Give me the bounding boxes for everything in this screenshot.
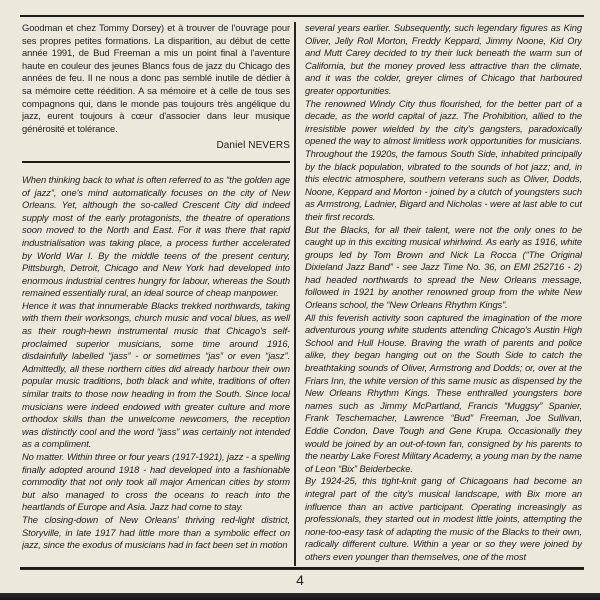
english-paragraph-3: No matter. Within three or four years (1917-1921), jazz - a spelling finally adopted around 1918 - had developed into a fashionable commodity that not only took all major American cities by storm but also managed to cross the oceans to reach into the heartlands of Europe and Asia. Jazz had come to stay.: [22, 451, 290, 513]
french-closing-paragraph: Goodman et chez Tommy Dorsey) et à trouver de l'ouvrage pour ses propres petites formations. La disparition, au début de cette année 1991, de Bud Freeman a mis un point final à l'aventure haute en couleur des jeunes Blancs fous de jazz du Chicago des années de feu. Il ne nous a donc pas semblé inutile de dédier à sa mémoire cette réédition. A sa mémoire et à celle de tous ses compagnons qui, dans le monde pas toujours très angélique du jazz, eurent toujours à cœur d'associer dans leur musique générosité et tolérance.: [22, 22, 290, 134]
column-divider-rule: [294, 22, 296, 566]
page-number: 4: [296, 572, 304, 588]
english-paragraph-5: several years earlier. Subsequently, such legendary figures as King Oliver, Jelly Roll Morton, Freddy Keppard, Jimmy Noone, Kid Ory and Mutt Carey decided to try their luck beneath the warm sun of California, but the money proved less attractive than the climate, and it was the colder, greyer climes of Chicago that harboured greater opportunities.: [305, 22, 582, 96]
left-column: [22, 22, 290, 566]
author-byline: Daniel NEVERS: [216, 140, 290, 152]
english-paragraph-7: But the Blacks, for all their talent, were not the only ones to be caught up in this exciting musical whirlwind. As early as 1916, white groups led by Tom Brown and Nick La Rocca (“The Original Dixieland Jazz Band” - see Jazz Time No. 36, on EMI 252716 - 2) had headed northwards to spread the New Orleans message, followed in 1921 by another renowned group from the white New Orleans school, the “New Orleans Rhythm Kings”.: [305, 223, 582, 311]
english-paragraph-9: By 1924-25, this tight-knit gang of Chicagoans had become an integral part of the city's musical landscape, with Bix more an influence than an active participant. Operating increasingly as professionals, they started out in modest little joints, attempting the none-too-easy task of adapting the music of the Blacks to their own, radically different culture. Within a year or so they were joined by others even younger than themselves, one of the most: [305, 475, 582, 562]
scan-edge-band: [0, 593, 600, 600]
bottom-rule: [20, 567, 584, 570]
top-rule: [20, 15, 584, 17]
byline-divider-rule: [22, 161, 290, 163]
text-columns: [22, 22, 582, 566]
english-paragraph-2: Hence it was that innumerable Blacks trekked northwards, taking with them their worksongs, church music and vocal blues, as well as their rough-hewn instrumental music that Chicago's self-proclaimed superior musicians, some time around 1916, disdainfully labelled “jass” - or sometimes “jas” or even “jasz”. Admittedly, all these northern cities did already harbour their own popular music traditions, both black and white, traditions of often similar traits to those now heading in from the South. Since local musicians were indeed endowed with greater culture and more orthodox skills than the unwelcome newcomers, the reception was distinctly cool and the word “jass” was certainly not intended as a compliment.: [22, 299, 290, 450]
right-column: [305, 22, 582, 566]
english-paragraph-6: The renowned Windy City thus flourished, for the better part of a decade, as the world capital of jazz. The Prohibition, allied to the irresistible power wielded by the city's gangsters, paradoxically opened the way to almost limitless work opportunities for musicians. Throughout the 1920s, the famous South Side, inhabited principally by the black population, vibrated to the sounds of hot jazz; and, in this electric atmosphere, southern veterans such as Oliver, Dodds, Noone, Keppard and Morton - joined by a clutch of youngsters such as Armstrong, Ladnier, Bigard and Nicholas - were at last able to cut their first records.: [305, 97, 582, 222]
english-paragraph-1: When thinking back to what is often referred to as “the golden age of jazz”, one's mind automatically focuses on the city of New Orleans. Yet, although the so-called Crescent City did indeed supply most of the early protagonists, the theatre of operations soon moved to the North and East. For it was there that rapid industrialisation was taking place, a process further accelerated by World War I. By the middle teens of the present century, Pittsburgh, Detroit, Chicago and New York had developed into enormous industrial centres hungry for labour, whereas the South remained essentially rural, an ideal source of cheap manpower.: [22, 173, 290, 299]
english-paragraph-8: All this feverish activity soon captured the imagination of the more adventurous young white students attending Chicago's Austin High School and Hull House. Braving the wrath of parents and police alike, they began hanging out on the South Side to catch the breathtaking sounds of Oliver, Armstrong and Dodds; or, over at the Friars Inn, the white version of this same music as dispensed by the New Orleans Rhythm Kings. These enthralled youngsters bore names such as Jimmy McPartland, Francis “Muggsy” Spanier, Frank Teschemacher, Lawrence “Bud” Freeman, Joe Sullivan, Eddie Condon, Dave Tough and Gene Krupa. Occasionally they would be joined by an out-of-town fan, consigned by his parents to the nearby Lake Forest Military Academy, a young man by the name of Leon “Bix” Beiderbecke.: [305, 311, 582, 474]
english-paragraph-4: The closing-down of New Orleans' thriving red-light district, Storyville, in late 1917 had little more than a symbolic effect on jazz, since the exodus of musicians had in fact been set in motion: [22, 513, 290, 551]
